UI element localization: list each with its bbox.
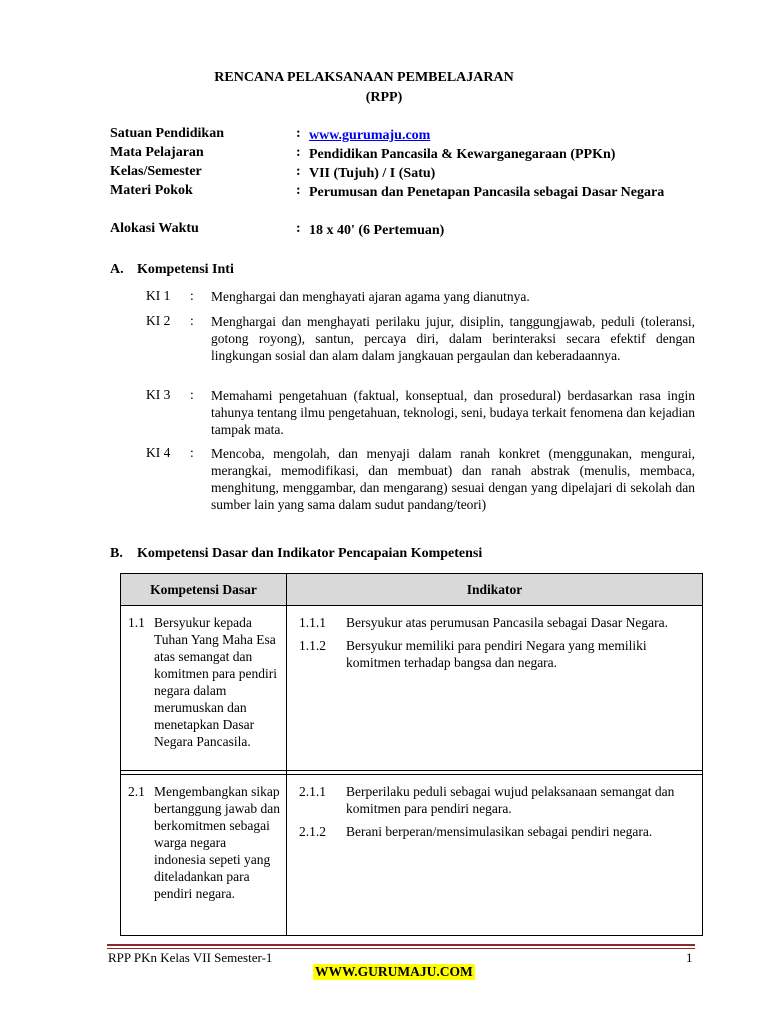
ki-text: Menghargai dan menghayati ajaran agama yang dianutnya. <box>211 289 530 304</box>
kd-cell <box>121 775 287 936</box>
ki-code: KI 1 <box>146 288 171 303</box>
indikator-cell <box>287 775 703 936</box>
meta-label: Materi Pokok <box>110 183 193 198</box>
section-title: Kompetensi Inti <box>137 262 234 277</box>
indikator-text: Berani berperan/mensimulasikan sebagai pendiri negara. <box>346 824 653 839</box>
section-b-heading <box>110 546 482 562</box>
indikator-item <box>293 614 696 631</box>
kd-number: 1.1 <box>128 615 145 630</box>
competency-table <box>120 573 703 936</box>
section-a-heading <box>110 262 234 278</box>
meta-colon: : <box>296 126 301 141</box>
table-row <box>121 606 703 771</box>
meta-value: VII (Tujuh) / I (Satu) <box>309 166 436 181</box>
indikator-number: 1.1.1 <box>299 615 326 630</box>
ki-code: KI 3 <box>146 387 171 402</box>
ki-text: Menghargai dan menghayati perilaku jujur, disiplin, tanggungjawab, peduli (toleransi, gotong royong), santun, percaya diri, dalam berinteraksi secara efektif dengan lingkungan sosial dan alam dalam jangkauan pergaulan dan keberadaannya. <box>211 314 695 363</box>
table-row <box>121 775 703 936</box>
indikator-number: 1.1.2 <box>299 638 326 653</box>
kd-cell <box>121 606 287 771</box>
header-kompetensi-dasar: Kompetensi Dasar <box>121 574 287 606</box>
kd-number: 2.1 <box>128 784 145 799</box>
meta-colon: : <box>296 183 301 198</box>
meta-label: Satuan Pendidikan <box>110 126 224 141</box>
footer-doc-label: RPP PKn Kelas VII Semester-1 <box>108 950 273 965</box>
meta-label: Mata Pelajaran <box>110 145 204 160</box>
indikator-item <box>293 823 696 840</box>
indikator-item <box>293 637 696 671</box>
identity-block <box>110 126 710 240</box>
school-link[interactable]: www.gurumaju.com <box>309 128 431 143</box>
ki-colon: : <box>190 313 194 328</box>
ki-code: KI 2 <box>146 313 171 328</box>
ki-code: KI 4 <box>146 445 171 460</box>
meta-row-materi <box>110 183 710 221</box>
kd-text: Mengembangkan sikap bertanggung jawab dan berkomitmen sebagai warga negara indonesia sepeti yang diteladankan para pendiri negara. <box>154 784 280 901</box>
meta-row-alokasi <box>110 221 710 240</box>
ki-text: Mencoba, mengolah, dan menyaji dalam ranah konkret (menggunakan, mengurai, merangkai, memodifikasi, dan membuat) dan ranah abstrak (menulis, membaca, menghitung, menggambar, dan mengarang) sesuai dengan yang dipelajari di sekolah dan sumber lain yang sama dalam sudut pandang/teori) <box>211 446 695 512</box>
ki-colon: : <box>190 445 194 460</box>
indikator-number: 2.1.1 <box>299 784 326 799</box>
meta-value: Perumusan dan Penetapan Pancasila sebagai Dasar Negara <box>309 185 665 200</box>
meta-row-kelas <box>110 164 710 183</box>
meta-label: Alokasi Waktu <box>110 221 199 236</box>
meta-colon: : <box>296 164 301 179</box>
meta-row-satuan <box>110 126 710 145</box>
indikator-item <box>293 783 696 817</box>
meta-colon: : <box>296 221 301 236</box>
meta-value: Pendidikan Pancasila & Kewarganegaraan (PPKn) <box>309 147 616 162</box>
meta-row-mapel <box>110 145 710 164</box>
document-subtitle: (RPP) <box>365 90 403 105</box>
ki-text: Memahami pengetahuan (faktual, konseptual, dan prosedural) berdasarkan rasa ingin tahunya tentang ilmu pengetahuan, teknologi, seni, budaya terkait fenomena dan kejadian tampak mata. <box>211 388 695 437</box>
footer-site-link[interactable]: WWW.GURUMAJU.COM <box>315 964 473 979</box>
page-number: 1 <box>686 950 693 965</box>
meta-value: 18 x 40' (6 Pertemuan) <box>309 223 445 238</box>
kd-text: Bersyukur kepada Tuhan Yang Maha Esa atas semangat dan komitmen para pendiri negara dalam merumuskan dan menetapkan Dasar Negara Pancasila. <box>154 615 277 749</box>
indikator-number: 2.1.2 <box>299 824 326 839</box>
section-letter: B. <box>110 546 123 561</box>
ki-colon: : <box>190 288 194 303</box>
indikator-text: Berperilaku peduli sebagai wujud pelaksanaan semangat dan komitmen para pendiri negara. <box>346 784 675 816</box>
footer-rule <box>107 948 695 949</box>
section-title: Kompetensi Dasar dan Indikator Pencapaian Kompetensi <box>137 546 483 561</box>
meta-label: Kelas/Semester <box>110 164 202 179</box>
footer-rule <box>107 944 695 946</box>
indikator-text: Bersyukur atas perumusan Pancasila sebagai Dasar Negara. <box>346 615 669 630</box>
header-indikator: Indikator <box>287 574 703 606</box>
meta-colon: : <box>296 145 301 160</box>
ki-colon: : <box>190 387 194 402</box>
indikator-cell <box>287 606 703 771</box>
section-letter: A. <box>110 262 124 277</box>
table-header-row <box>121 574 703 606</box>
document-title: RENCANA PELAKSANAAN PEMBELAJARAN <box>214 70 514 85</box>
indikator-text: Bersyukur memiliki para pendiri Negara yang memiliki komitmen terhadap bangsa dan negara. <box>346 638 647 670</box>
